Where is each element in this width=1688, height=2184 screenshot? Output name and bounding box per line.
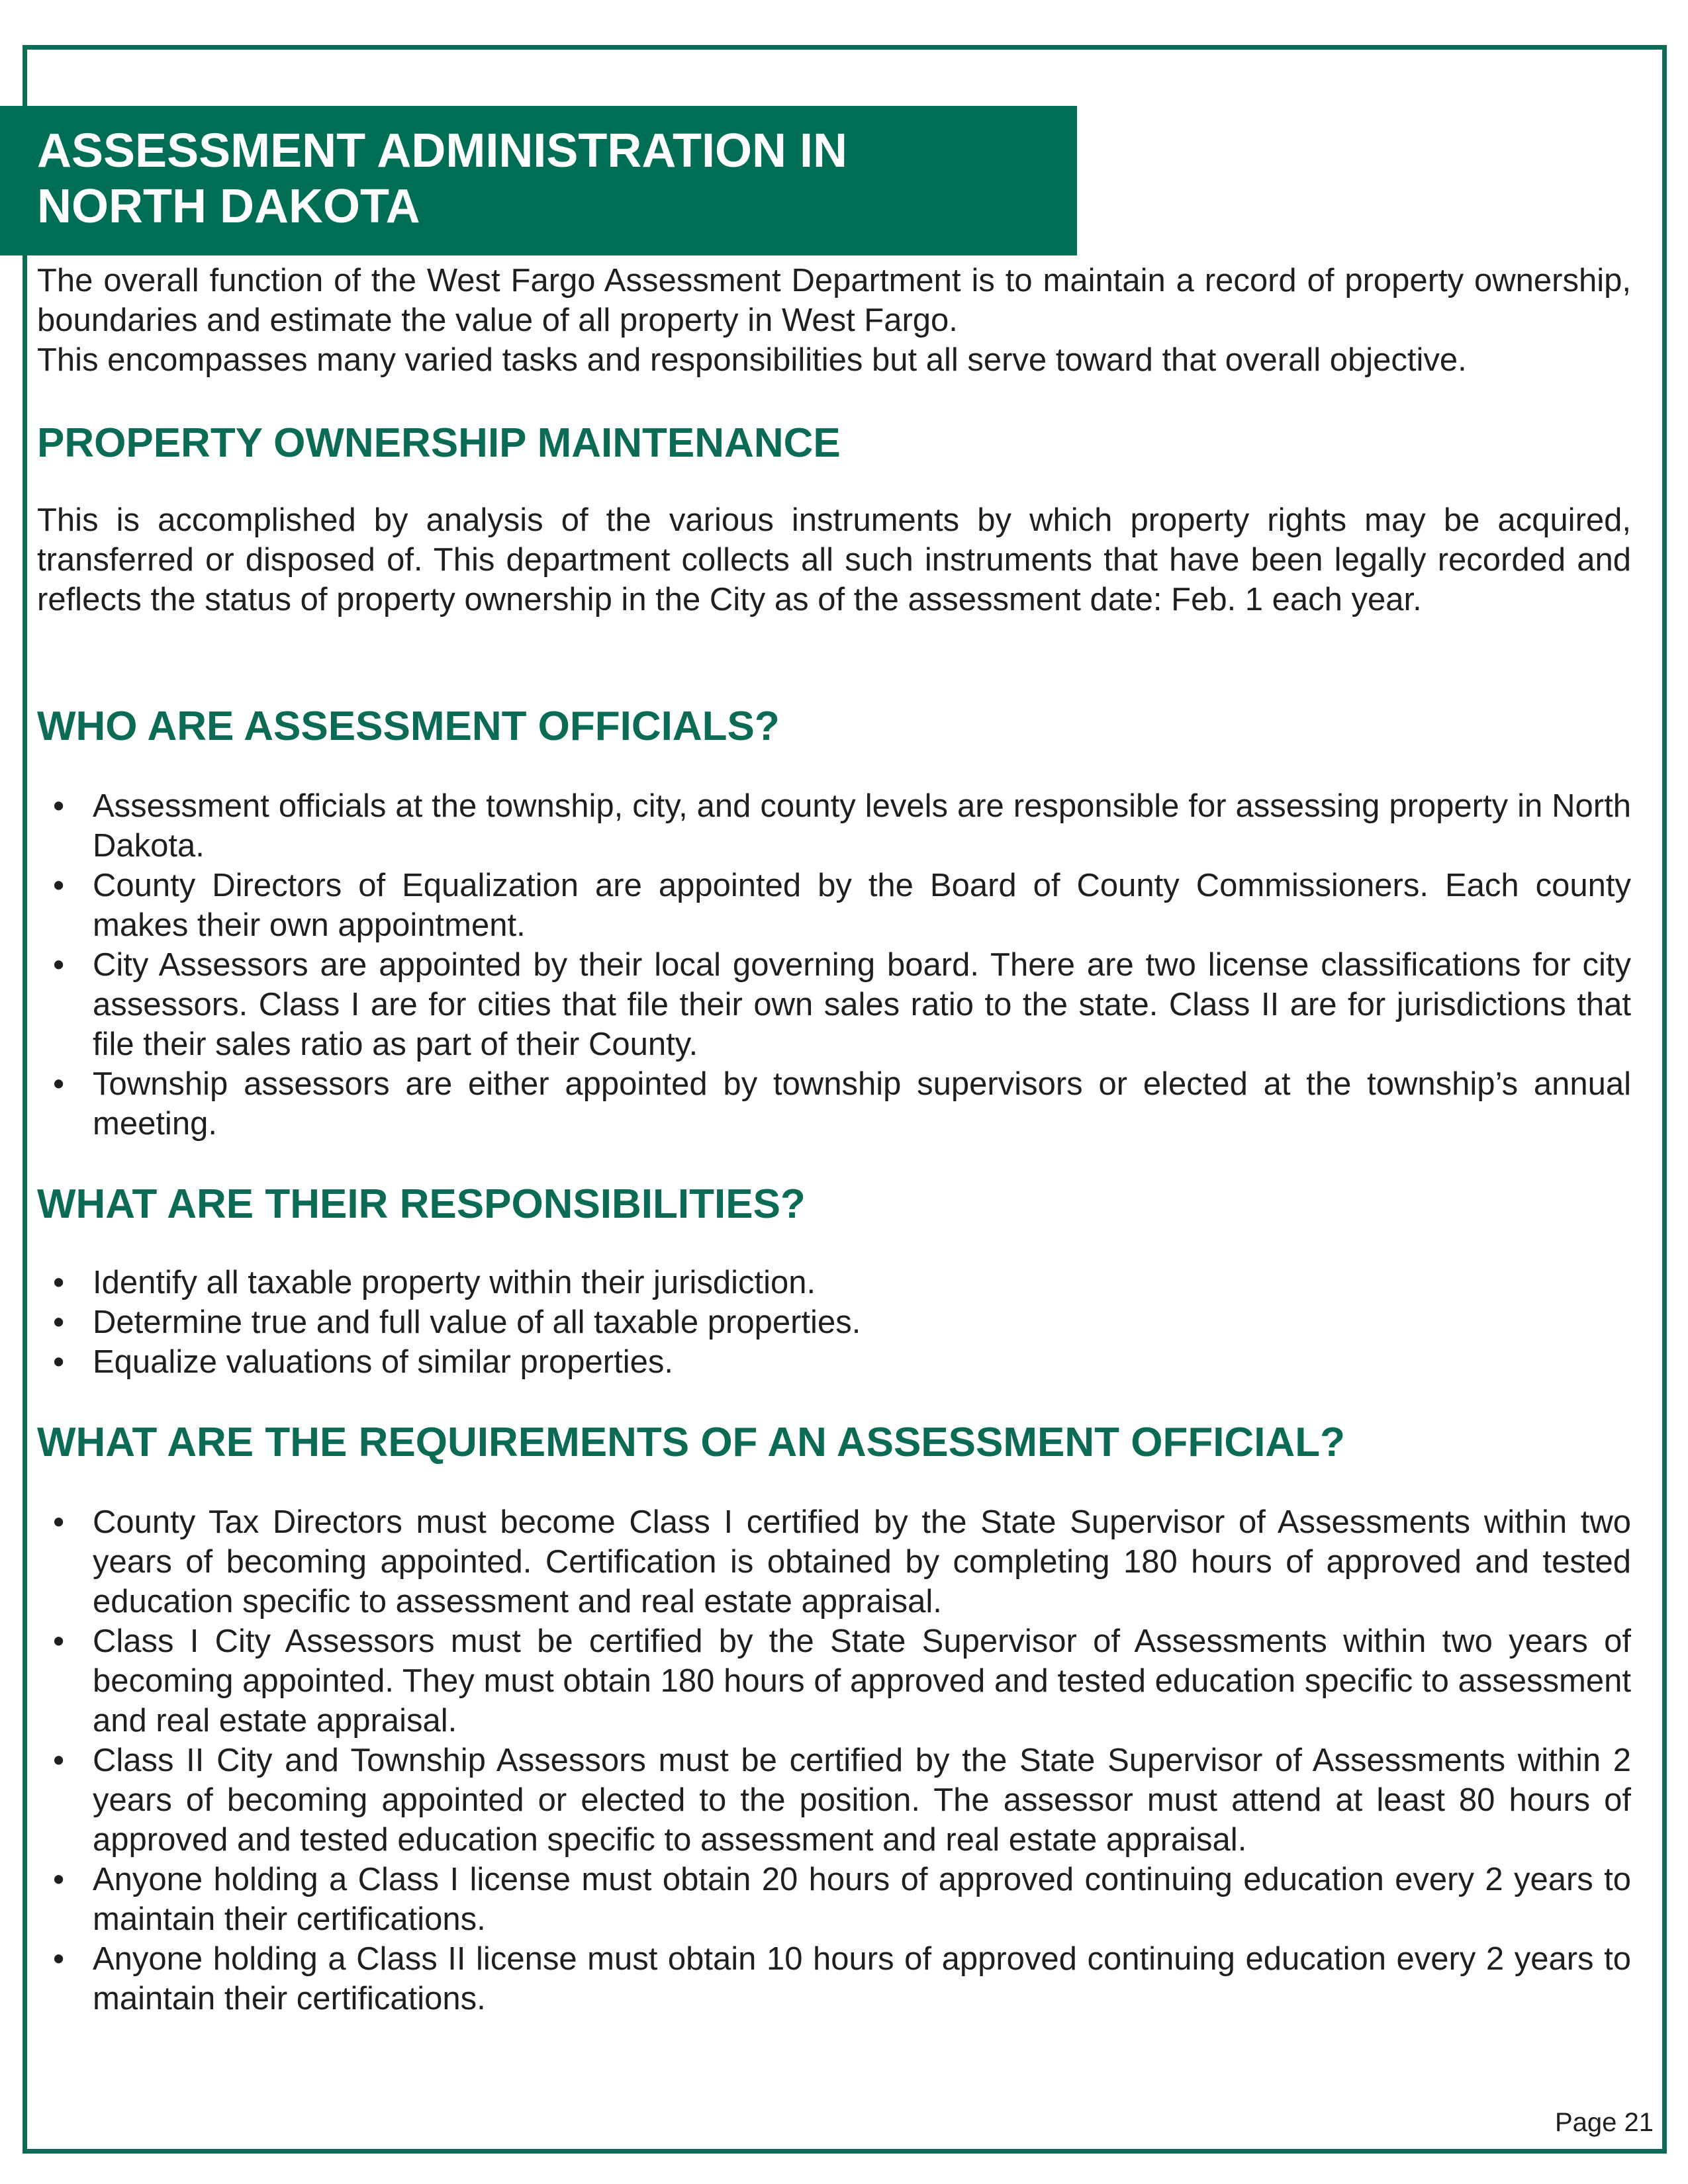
section-heading-ownership: PROPERTY OWNERSHIP MAINTENANCE <box>37 420 841 466</box>
list-item: • County Directors of Equalization are appointed by the Board of County Commissioners. Each county makes their own appointment. <box>93 866 1631 945</box>
page-title-line-2: NORTH DAKOTA <box>37 180 420 233</box>
page-number: Page 21 <box>1554 2108 1654 2137</box>
page-title-line-1: ASSESSMENT ADMINISTRATION IN <box>37 124 848 177</box>
list-item: • City Assessors are appointed by their local governing board. There are two license classifications for city assessors. Class I are for cities that file their own sales ratio to the state. Class II are for jurisdictions that file their sales ratio as part of their County. <box>93 945 1631 1064</box>
intro-paragraph-2: This encompasses many varied tasks and responsibilities but all serve toward that overall objective. <box>37 342 1467 378</box>
section-heading-responsibilities: WHAT ARE THEIR RESPONSIBILITIES? <box>37 1181 806 1227</box>
intro-paragraph: The overall function of the West Fargo Assessment Department is to maintain a record of property ownership, boundaries and estimate the value of all property in West Fargo. <box>37 263 1631 338</box>
section-heading-officials: WHO ARE ASSESSMENT OFFICIALS? <box>37 704 780 749</box>
title-banner <box>0 106 1077 255</box>
page-title <box>37 123 1077 234</box>
officials-list <box>37 786 1631 1144</box>
list-item: • Anyone holding a Class I license must obtain 20 hours of approved continuing education every 2 years to maintain their certifications. <box>93 1860 1631 1939</box>
list-item: • Anyone holding a Class II license must obtain 10 hours of approved continuing education every 2 years to maintain their certifications. <box>93 1939 1631 2019</box>
responsibilities-list <box>37 1263 1631 1382</box>
list-item: • Identify all taxable property within their jurisdiction. <box>93 1263 1631 1302</box>
requirements-list <box>37 1502 1631 2019</box>
list-item: • Class I City Assessors must be certified by the State Supervisor of Assessments within two years of becoming appointed. They must obtain 180 hours of approved and tested education specific to assessment and real estate appraisal. <box>93 1621 1631 1741</box>
list-item: • County Tax Directors must become Class I certified by the State Supervisor of Assessments within two years of becoming appointed. Certification is obtained by completing 180 hours of approved and tested education specific to assessment and real estate appraisal. <box>93 1502 1631 1621</box>
list-item: • Class II City and Township Assessors must be certified by the State Supervisor of Assessments within 2 years of becoming appointed or elected to the position. The assessor must attend at least 80 hours of approved and tested education specific to assessment and real estate appraisal. <box>93 1741 1631 1860</box>
ownership-paragraph: This is accomplished by analysis of the various instruments by which property rights may be acquired, transferred or disposed of. This department collects all such instruments that have been legally recorded and reflects the status of property ownership in the City as of the assessment date: Feb. 1 each year. <box>37 502 1631 617</box>
list-item: • Determine true and full value of all taxable properties. <box>93 1302 1631 1342</box>
list-item: • Assessment officials at the township, city, and county levels are responsible for assessing property in North Dakota. <box>93 786 1631 866</box>
list-item: • Township assessors are either appointed by township supervisors or elected at the township’s annual meeting. <box>93 1064 1631 1144</box>
list-item: • Equalize valuations of similar properties. <box>93 1342 1631 1382</box>
page-content <box>37 261 1631 2019</box>
section-heading-requirements: WHAT ARE THE REQUIREMENTS OF AN ASSESSMENT OFFICIAL? <box>37 1420 1345 1465</box>
